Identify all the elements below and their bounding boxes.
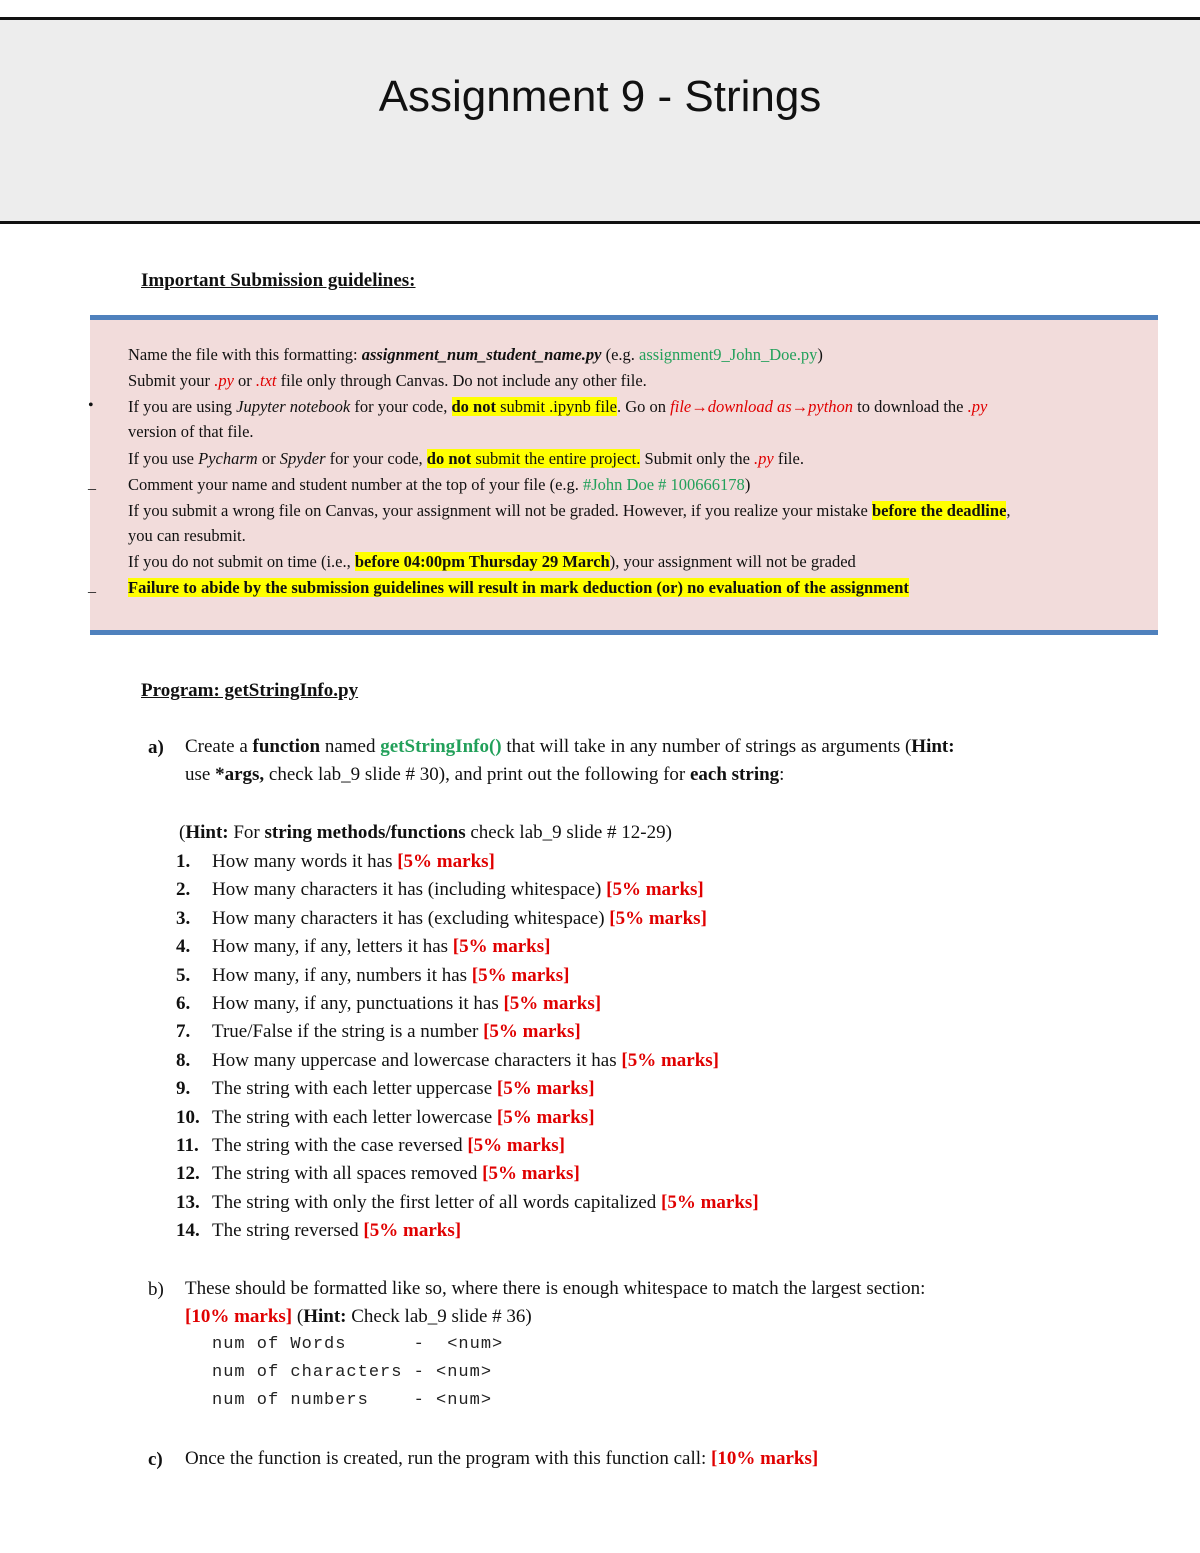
item-number: 9.: [176, 1078, 191, 1100]
part-text: check lab_9 slide # 12-29): [465, 822, 672, 843]
list-item: [176, 962, 759, 990]
part-b-line2: [185, 1303, 532, 1331]
part-text: check lab_9 slide # 30), and print out the following for: [264, 764, 690, 785]
item-number: 2.: [176, 879, 191, 901]
list-item: [176, 1132, 759, 1160]
guideline-text: assignment_num_student_name.py: [361, 345, 602, 364]
part-text: Check lab_9 slide # 36): [346, 1306, 532, 1327]
list-item: [176, 1104, 759, 1132]
part-text: named: [320, 736, 381, 757]
part-text: (: [292, 1306, 304, 1327]
guideline-highlight: before 04:00pm Thursday 29 March: [354, 552, 610, 571]
marks-label: [5% marks]: [661, 1191, 759, 1213]
item-number: 13.: [176, 1191, 200, 1213]
marks-label: [5% marks]: [397, 851, 495, 872]
marks-label: [5% marks]: [496, 1078, 595, 1100]
guideline-resubmit: you can resubmit.: [128, 526, 246, 545]
marks-label: [5% marks]: [471, 964, 570, 986]
part-text: string methods/functions: [264, 822, 466, 843]
part-text: Hint:: [911, 736, 955, 757]
part-text: use: [185, 764, 216, 785]
part-text: For: [228, 822, 265, 843]
list-item: [176, 876, 759, 904]
guideline-text: Submit only the: [640, 449, 755, 468]
item-number: 14.: [176, 1220, 200, 1242]
part-text: Hint:: [303, 1306, 347, 1327]
marks-label: [5% marks]: [606, 879, 704, 901]
part-a-hint: [179, 819, 672, 847]
guideline-text: If you use: [128, 449, 199, 468]
item-text: The string reversed: [212, 1220, 364, 1242]
item-number: 3.: [176, 907, 191, 929]
guideline-wrong-file: [128, 501, 1152, 521]
guideline-deadline: [128, 552, 1152, 572]
guideline-text: ): [744, 475, 751, 494]
item-text: The string with the case reversed: [212, 1134, 468, 1156]
guideline-submit: [128, 371, 1152, 391]
guideline-text: .py: [214, 371, 234, 390]
guideline-text: Spyder: [279, 449, 326, 468]
marks-label: [5% marks]: [496, 1106, 595, 1128]
item-text: True/False if the string is a number: [212, 1021, 484, 1043]
guideline-highlight: submit .ipynb file: [495, 397, 617, 416]
item-text: How many words it has: [212, 851, 398, 872]
guideline-highlight: Failure to abide by the submission guidelines will result in mark deduction (or) no evaluation of the assignment: [128, 578, 909, 597]
item-number: 6.: [176, 992, 191, 1014]
item-number: 4.: [176, 936, 191, 958]
guideline-highlight: before the deadline: [871, 501, 1007, 520]
item-number: 5.: [176, 964, 191, 986]
item-number: 10.: [176, 1106, 200, 1128]
marks-label: [5% marks]: [482, 1163, 580, 1185]
guideline-text: If you submit a wrong file on Canvas, your assignment will not be graded. However, if you realize your mistake: [128, 501, 872, 520]
guideline-highlight: do not: [451, 397, 496, 416]
part-a-label: a): [148, 737, 164, 758]
item-text: How many, if any, numbers it has: [212, 964, 472, 986]
dash-marker: _: [88, 475, 96, 492]
item-text: The string with each letter uppercase: [212, 1078, 497, 1100]
marks-label: [5% marks]: [452, 936, 551, 958]
list-item: [176, 933, 759, 961]
guideline-filename: [128, 345, 1152, 365]
requirements-list: [176, 848, 759, 1245]
guideline-text: file.: [773, 449, 804, 468]
guideline-text: file only through Canvas. Do not include any other file.: [276, 371, 647, 390]
guideline-text: ,: [1006, 501, 1011, 520]
guideline-example: assignment9_John_Doe.py: [639, 345, 818, 364]
part-text: :: [779, 764, 785, 785]
guideline-text: Comment your name and student number at the top of your file (e.g.: [128, 475, 584, 494]
marks-label: [5% marks]: [467, 1134, 565, 1156]
guideline-text: Pycharm: [198, 449, 258, 468]
item-number: 12.: [176, 1163, 200, 1185]
item-text: How many characters it has (including whitespace): [212, 879, 607, 901]
part-text: *args,: [215, 764, 265, 785]
guideline-text: or: [233, 371, 256, 390]
title-banner: [0, 17, 1200, 224]
part-a-line2: [185, 761, 784, 789]
guideline-text: (e.g.: [601, 345, 640, 364]
guideline-example: #John Doe # 100666178: [583, 475, 745, 494]
guideline-text: file→download as→python: [670, 397, 854, 416]
item-text: The string with all spaces removed: [212, 1163, 483, 1185]
guideline-text: ), your assignment will not be graded: [609, 552, 856, 571]
item-text: How many uppercase and lowercase characters it has: [212, 1049, 622, 1071]
guideline-pycharm: [128, 449, 1152, 469]
guideline-highlight: submit the entire project.: [471, 449, 641, 468]
guideline-highlight: do not: [426, 449, 472, 468]
page-title: Assignment 9 - Strings: [378, 72, 822, 121]
part-c-line: [185, 1445, 818, 1473]
list-item: [176, 990, 759, 1018]
marks-label: [5% marks]: [621, 1049, 720, 1071]
item-text: How many, if any, punctuations it has: [212, 992, 504, 1014]
marks-label: [5% marks]: [609, 907, 707, 929]
part-text: that will take in any number of strings as arguments (: [501, 736, 912, 757]
marks-label: [10% marks]: [185, 1306, 293, 1327]
item-number: 8.: [176, 1049, 191, 1071]
part-text: function: [252, 736, 321, 757]
guideline-text: Name the file with this formatting:: [128, 345, 362, 364]
list-item: [176, 1047, 759, 1075]
marks-label: [5% marks]: [503, 992, 602, 1014]
part-text: Once the function is created, run the program with this function call:: [185, 1448, 712, 1469]
list-item: [176, 1217, 759, 1245]
guideline-jupyter: [128, 397, 1152, 417]
list-item: [176, 1160, 759, 1188]
guideline-text: ): [817, 345, 823, 364]
code-line-words: num of Words - <num>: [212, 1335, 504, 1354]
bullet-icon: •: [88, 397, 94, 414]
guideline-text: for your code,: [350, 397, 452, 416]
item-text: How many, if any, letters it has: [212, 936, 453, 958]
guideline-text: Submit your: [128, 371, 215, 390]
guideline-text: .py: [754, 449, 774, 468]
program-heading: Program: getStringInfo.py: [141, 680, 359, 701]
item-text: The string with only the first letter of all words capitalized: [212, 1191, 662, 1213]
guideline-text: .py: [967, 397, 988, 416]
part-b-label: b): [148, 1279, 164, 1300]
guideline-comment: [128, 475, 1152, 495]
code-line-characters: num of characters - <num>: [212, 1363, 493, 1382]
guideline-text: or: [257, 449, 280, 468]
item-number: 7.: [176, 1021, 191, 1043]
guideline-jupyter-cont: version of that file.: [128, 422, 254, 441]
guideline-text: Jupyter notebook: [236, 397, 351, 416]
guideline-text: If you do not submit on time (i.e.,: [128, 552, 355, 571]
part-text: Hint:: [185, 822, 229, 843]
code-line-numbers: num of numbers - <num>: [212, 1391, 493, 1410]
list-item: [176, 848, 759, 876]
guideline-text: .txt: [255, 371, 277, 390]
marks-label: [10% marks]: [711, 1448, 819, 1469]
part-c-label: c): [148, 1449, 163, 1470]
part-a-line1: [185, 733, 955, 761]
part-b-line1: These should be formatted like so, where there is enough whitespace to match the largest section:: [185, 1278, 926, 1299]
guideline-text: for your code,: [325, 449, 427, 468]
guidelines-box: [90, 315, 1158, 635]
guideline-text: . Go on: [616, 397, 671, 416]
list-item: [176, 1018, 759, 1046]
guideline-text: to download the: [853, 397, 968, 416]
guideline-failure: [128, 578, 1152, 598]
marks-label: [5% marks]: [363, 1220, 462, 1242]
guidelines-heading: Important Submission guidelines:: [141, 270, 416, 291]
item-text: The string with each letter lowercase: [212, 1106, 497, 1128]
part-text: Create a: [185, 736, 253, 757]
item-number: 1.: [176, 851, 191, 872]
list-item: [176, 1075, 759, 1103]
function-name: getStringInfo(): [380, 736, 502, 757]
list-item: [176, 1189, 759, 1217]
item-number: 11.: [176, 1134, 199, 1156]
part-text: each string: [689, 764, 780, 785]
marks-label: [5% marks]: [483, 1021, 581, 1043]
list-item: [176, 905, 759, 933]
item-text: How many characters it has (excluding whitespace): [212, 907, 610, 929]
part-text: (: [179, 822, 186, 843]
guideline-text: If you are using: [128, 397, 237, 416]
dash-marker: _: [88, 578, 96, 595]
